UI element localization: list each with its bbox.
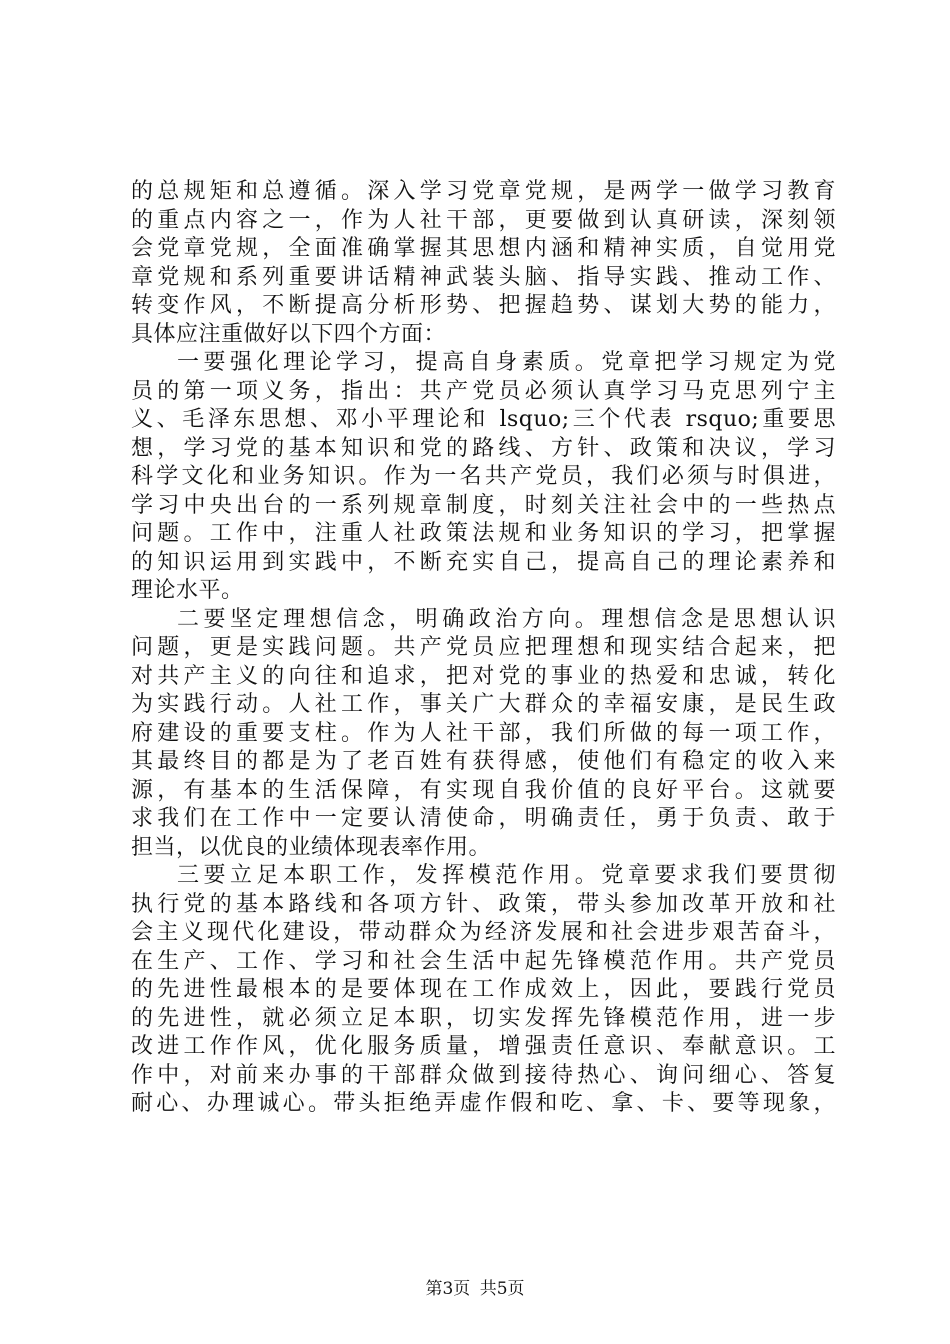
text-line: 的先进性最根本的是要体现在工作成效上，因此，要践行党员 <box>131 977 836 1002</box>
text-line: 在生产、工作、学习和社会生活中起先锋模范作用。共产党员 <box>131 948 836 974</box>
text-line: 一要强化理论学习，提高自身素质。党章把学习规定为党 <box>177 350 836 375</box>
text-line: 府建设的重要支柱。作为人社干部，我们所做的每一项工作， <box>131 720 836 746</box>
page-total: 共5页 <box>479 1279 525 1299</box>
text-line: 章党规和系列重要讲话精神武装头脑、指导实践、推动工作、 <box>131 264 836 290</box>
text-line: 会党章党规，全面准确掌握其思想内涵和精神实质，自觉用党 <box>131 236 836 261</box>
text-line: 求我们在工作中一定要认清使命，明确责任，勇于负责、敢于 <box>131 806 836 831</box>
text-line: 理论水平。 <box>131 578 244 603</box>
text-line: 为实践行动。人社工作，事关广大群众的幸福安康，是民生政 <box>131 692 836 717</box>
text-line: 转变作风，不断提高分析形势、把握趋势、谋划大势的能力， <box>131 293 836 318</box>
text-line: 想，学习党的基本知识和党的路线、方针、政策和决议，学习 <box>131 435 836 461</box>
text-line: 的先进性，就必须立足本职，切实发挥先锋模范作用，进一步 <box>131 1005 836 1031</box>
text-line: 员的第一项义务，指出：共产党员必须认真学习马克思列宁主 <box>131 378 836 404</box>
text-line: 科学文化和业务知识。作为一名共产党员，我们必须与时俱进， <box>131 464 836 489</box>
text-line: 三要立足本职工作，发挥模范作用。党章要求我们要贯彻 <box>177 863 836 888</box>
text-line: 源，有基本的生活保障，有实现自我价值的良好平台。这就要 <box>131 777 836 803</box>
body-text <box>131 178 836 1119</box>
page-footer <box>0 1278 950 1300</box>
text-line: 执行党的基本路线和各项方针、政策，带头参加改革开放和社 <box>131 891 836 917</box>
text-line: 的重点内容之一，作为人社干部，更要做到认真研读，深刻领 <box>131 207 836 233</box>
text-line: 二要坚定理想信念，明确政治方向。理想信念是思想认识 <box>177 606 836 632</box>
text-line: 担当，以优良的业绩体现表率作用。 <box>131 834 492 860</box>
text-line: 耐心、办理诚心。带头拒绝弄虚作假和吃、拿、卡、要等现象， <box>131 1091 836 1116</box>
text-line: 其最终目的都是为了老百姓有获得感，使他们有稳定的收入来 <box>131 749 836 774</box>
text-line: 对共产主义的向往和追求，把对党的事业的热爱和忠诚，转化 <box>131 663 836 689</box>
text-line: 学习中央出台的一系列规章制度，时刻关注社会中的一些热点 <box>131 492 836 518</box>
text-line: 问题。工作中，注重人社政策法规和业务知识的学习，把掌握 <box>131 521 836 546</box>
text-line: 改进工作作风，优化服务质量，增强责任意识、奉献意识。工 <box>131 1034 836 1059</box>
text-line: 作中，对前来办事的干部群众做到接待热心、询问细心、答复 <box>131 1062 836 1088</box>
text-line: 问题，更是实践问题。共产党员应把理想和现实结合起来，把 <box>131 635 836 660</box>
page-number: 第3页 <box>425 1279 471 1299</box>
text-line: 具体应注重做好以下四个方面： <box>131 321 447 347</box>
text-line: 义、毛泽东思想、邓小平理论和 lsquo;三个代表 rsquo;重要思 <box>131 407 836 432</box>
text-line: 的总规矩和总遵循。深入学习党章党规，是两学一做学习教育 <box>131 179 836 204</box>
text-line: 会主义现代化建设，带动群众为经济发展和社会进步艰苦奋斗， <box>131 920 836 945</box>
text-line: 的知识运用到实践中，不断充实自己，提高自己的理论素养和 <box>131 549 836 575</box>
